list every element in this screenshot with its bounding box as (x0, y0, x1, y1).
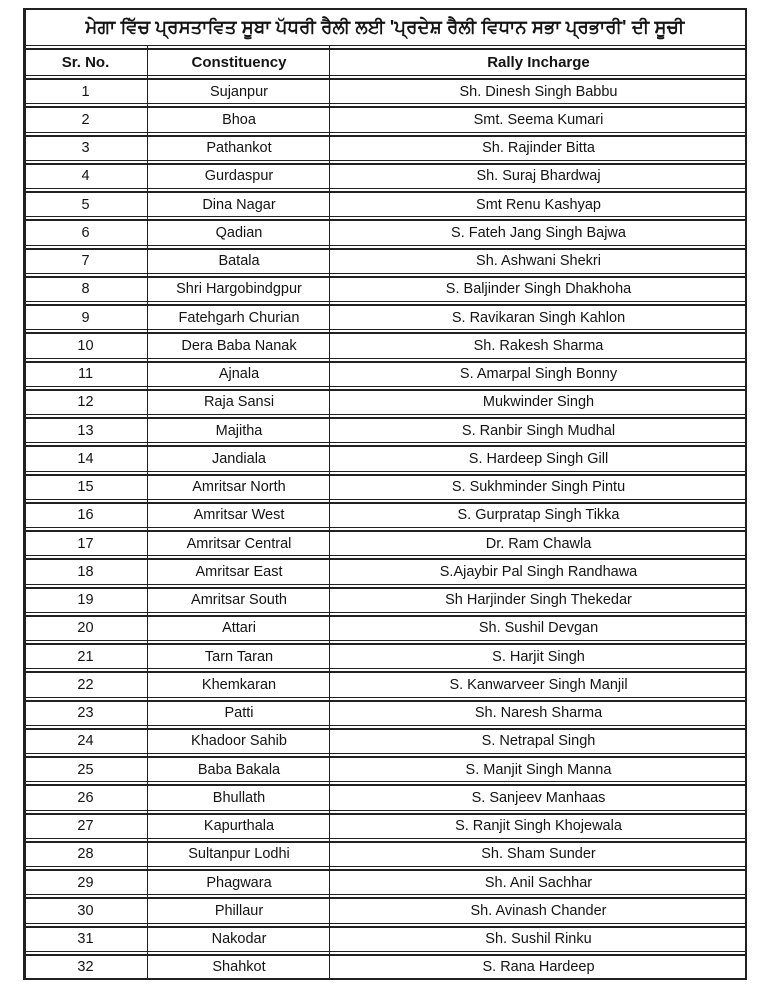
cell-rally-incharge: S. Kanwarveer Singh Manjil (449, 676, 628, 693)
table-row (23, 78, 747, 104)
cell-rally-incharge: Sh. Naresh Sharma (474, 705, 603, 722)
table-row (23, 445, 747, 471)
document-title: ਮੇਗਾ ਵਿੱਚ ਪ੍ਰਸਤਾਵਿਤ ਸੂਬਾ ਪੱਧਰੀ ਰੈਲੀ ਲਈ 'ਪ੍ਰਦੇਸ਼ ਰੈਲੀ ਵਿਧਾਨ ਸਭਾ ਪ੍ਰਭਾਰੀ' ਦੀ ਸੂਚੀ (85, 17, 685, 37)
cell-sr-no: 12 (77, 394, 94, 411)
cell-rally-incharge: Sh. Sushil Devgan (478, 620, 599, 637)
table-row (23, 813, 747, 839)
column-header-rally-incharge: Rally Incharge (487, 54, 590, 71)
cell-rally-incharge: Sh Harjinder Singh Thekedar (445, 592, 632, 609)
cell-sr-no: 21 (77, 648, 94, 665)
cell-rally-incharge: S. Netrapal Singh (481, 733, 596, 750)
table-outer-border-left (23, 8, 26, 980)
table-row (23, 700, 747, 726)
cell-rally-incharge: Sh. Avinash Chander (470, 902, 607, 919)
table-row (23, 106, 747, 132)
rally-incharge-table (23, 8, 747, 980)
cell-sr-no: 3 (81, 140, 90, 157)
cell-rally-incharge: Sh. Suraj Bhardwaj (476, 168, 601, 185)
cell-constituency: Majitha (215, 422, 263, 439)
cell-rally-incharge: S. Gurpratap Singh Tikka (457, 507, 620, 524)
cell-sr-no: 17 (77, 535, 94, 552)
cell-rally-incharge: S.Ajaybir Pal Singh Randhawa (439, 563, 638, 580)
column-header-sr-no: Sr. No. (61, 54, 110, 71)
column-divider-constituency (329, 46, 330, 980)
cell-sr-no: 27 (77, 818, 94, 835)
cell-rally-incharge: Smt Renu Kashyap (476, 196, 601, 213)
cell-constituency: Dera Baba Nanak (181, 337, 297, 354)
cell-sr-no: 20 (77, 620, 94, 637)
table-row (23, 361, 747, 387)
cell-sr-no: 7 (81, 253, 90, 270)
table-row (23, 417, 747, 443)
cell-sr-no: 23 (77, 705, 94, 722)
table-body (23, 78, 747, 980)
cell-sr-no: 9 (81, 309, 90, 326)
cell-sr-no: 5 (81, 196, 90, 213)
cell-sr-no: 28 (77, 846, 94, 863)
cell-constituency: Bhoa (222, 111, 256, 128)
cell-rally-incharge: S. Fateh Jang Singh Bajwa (451, 224, 626, 241)
table-row (23, 728, 747, 754)
table-row (23, 926, 747, 952)
cell-sr-no: 14 (77, 450, 94, 467)
cell-constituency: Phagwara (206, 874, 272, 891)
cell-constituency: Gurdaspur (204, 168, 274, 185)
cell-constituency: Jandiala (211, 450, 266, 467)
cell-constituency: Tarn Taran (204, 648, 274, 665)
cell-rally-incharge: S. Ravikaran Singh Kahlon (451, 309, 626, 326)
cell-rally-incharge: Sh. Ashwani Shekri (476, 253, 601, 270)
cell-rally-incharge: Sh. Sushil Rinku (485, 931, 592, 948)
table-row (23, 530, 747, 556)
cell-rally-incharge: Sh. Dinesh Singh Babbu (459, 83, 618, 100)
cell-sr-no: 16 (77, 507, 94, 524)
column-header-constituency: Constituency (191, 54, 287, 71)
cell-constituency: Ajnala (218, 366, 260, 383)
cell-rally-incharge: Sh. Rajinder Bitta (482, 140, 595, 157)
cell-constituency: Phillaur (214, 902, 264, 919)
document-title-cell (23, 8, 747, 46)
cell-rally-incharge: Mukwinder Singh (482, 394, 595, 411)
cell-constituency: Amritsar East (195, 563, 283, 580)
cell-sr-no: 13 (77, 422, 94, 439)
cell-constituency: Baba Bakala (197, 761, 281, 778)
cell-constituency: Raja Sansi (203, 394, 275, 411)
table-row (23, 784, 747, 810)
cell-sr-no: 22 (77, 676, 94, 693)
cell-sr-no: 11 (77, 366, 94, 383)
cell-rally-incharge: S. Hardeep Singh Gill (468, 450, 609, 467)
table-row (23, 502, 747, 528)
cell-constituency: Dina Nagar (202, 196, 276, 213)
table-row (23, 671, 747, 697)
table-row (23, 587, 747, 613)
cell-rally-incharge: S. Rana Hardeep (482, 958, 595, 975)
cell-sr-no: 19 (77, 592, 94, 609)
cell-rally-incharge: Sh. Anil Sachhar (484, 874, 593, 891)
cell-constituency: Fatehgarh Churian (178, 309, 300, 326)
column-divider-sr-no (147, 46, 148, 980)
table-row (23, 276, 747, 302)
cell-rally-incharge: Sh. Rakesh Sharma (473, 337, 604, 354)
cell-constituency: Bhullath (212, 789, 266, 806)
cell-sr-no: 2 (81, 111, 90, 128)
cell-constituency: Kapurthala (203, 818, 275, 835)
cell-constituency: Khemkaran (201, 676, 277, 693)
table-row (23, 248, 747, 274)
cell-sr-no: 10 (77, 337, 94, 354)
table-outer-border-right (745, 8, 748, 980)
cell-sr-no: 30 (77, 902, 94, 919)
table-row (23, 869, 747, 895)
cell-rally-incharge: S. Amarpal Singh Bonny (459, 366, 618, 383)
table-row (23, 191, 747, 217)
cell-constituency: Pathankot (206, 140, 272, 157)
cell-rally-incharge: Smt. Seema Kumari (473, 111, 604, 128)
table-row (23, 474, 747, 500)
cell-sr-no: 31 (77, 931, 94, 948)
cell-sr-no: 32 (77, 958, 94, 975)
cell-rally-incharge: S. Harjit Singh (492, 648, 585, 665)
cell-constituency: Amritsar Central (186, 535, 292, 552)
cell-constituency: Nakodar (211, 931, 267, 948)
cell-rally-incharge: S. Baljinder Singh Dhakhoha (445, 281, 632, 298)
cell-sr-no: 26 (77, 789, 94, 806)
table-row (23, 756, 747, 782)
cell-constituency: Shri Hargobindgpur (176, 281, 302, 298)
cell-constituency: Qadian (215, 224, 263, 241)
table-row (23, 389, 747, 415)
table-row (23, 163, 747, 189)
cell-sr-no: 8 (81, 281, 90, 298)
cell-constituency: Khadoor Sahib (191, 733, 287, 750)
table-row (23, 954, 747, 980)
cell-rally-incharge: S. Manjit Singh Manna (465, 761, 612, 778)
cell-sr-no: 18 (77, 563, 94, 580)
table-header-row (23, 48, 747, 76)
table-row (23, 841, 747, 867)
cell-sr-no: 29 (77, 874, 94, 891)
cell-rally-incharge: Sh. Sham Sunder (481, 846, 596, 863)
cell-rally-incharge: Dr. Ram Chawla (485, 535, 592, 552)
cell-rally-incharge: S. Ranbir Singh Mudhal (461, 422, 616, 439)
cell-constituency: Patti (224, 705, 254, 722)
cell-sr-no: 4 (81, 168, 90, 185)
table-row (23, 135, 747, 161)
cell-rally-incharge: S. Ranjit Singh Khojewala (455, 818, 622, 835)
cell-constituency: Amritsar West (193, 507, 285, 524)
cell-constituency: Sultanpur Lodhi (188, 846, 290, 863)
cell-constituency: Attari (222, 620, 256, 637)
cell-sr-no: 25 (77, 761, 94, 778)
table-row (23, 643, 747, 669)
cell-sr-no: 1 (81, 83, 90, 100)
cell-sr-no: 15 (77, 479, 94, 496)
table-row (23, 304, 747, 330)
cell-constituency: Batala (218, 253, 260, 270)
table-row (23, 615, 747, 641)
table-row (23, 332, 747, 358)
cell-constituency: Amritsar South (191, 592, 287, 609)
cell-constituency: Sujanpur (209, 83, 269, 100)
table-row (23, 897, 747, 923)
cell-constituency: Shahkot (212, 958, 266, 975)
table-row (23, 558, 747, 584)
cell-sr-no: 6 (81, 224, 90, 241)
table-row (23, 219, 747, 245)
cell-rally-incharge: S. Sukhminder Singh Pintu (451, 479, 626, 496)
cell-rally-incharge: S. Sanjeev Manhaas (471, 789, 606, 806)
cell-sr-no: 24 (77, 733, 94, 750)
cell-constituency: Amritsar North (192, 479, 286, 496)
